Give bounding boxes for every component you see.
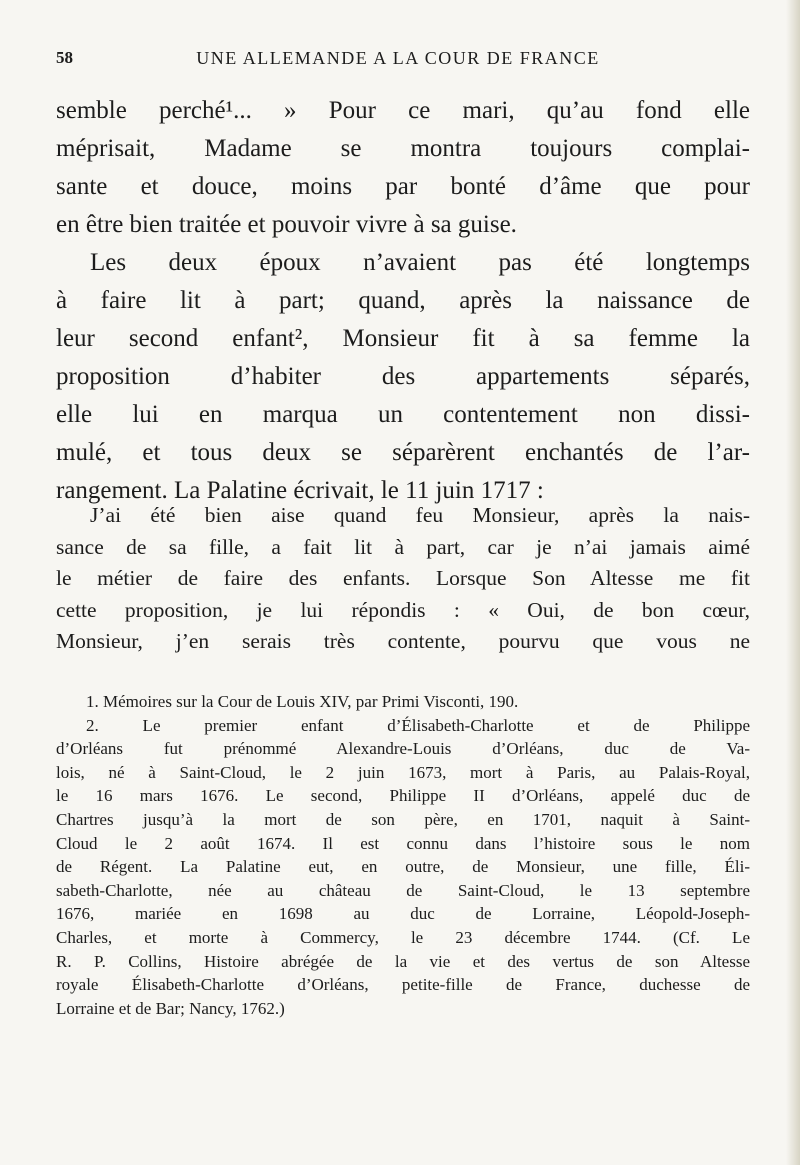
footnote-line: 1. Mémoires sur la Cour de Louis XIV, par Primi Visconti, 190. xyxy=(86,692,519,711)
text-line: à faire lit à part; quand, après la naissance de xyxy=(56,287,750,314)
text-line: Les deux époux n’avaient pas été longtemps xyxy=(90,249,750,276)
footnote-line: royale Élisabeth-Charlotte d’Orléans, petite-fille de France, duchesse de xyxy=(56,975,750,995)
text-line: leur second enfant², Monsieur fit à sa femme la xyxy=(56,325,750,352)
text-line: méprisait, Madame se montra toujours complai- xyxy=(56,135,750,162)
text-line: rangement. La Palatine écrivait, le 11 juin 1717 : xyxy=(56,477,544,504)
footnote-line: le 16 mars 1676. Le second, Philippe II d’Orléans, appelé duc de xyxy=(56,786,750,806)
footnote-line: de Régent. La Palatine eut, en outre, de Monsieur, une fille, Éli- xyxy=(56,857,750,877)
footnote-line: sabeth-Charlotte, née au château de Saint-Cloud, le 13 septembre xyxy=(56,880,750,900)
quote-line: cette proposition, je lui répondis : « Oui, de bon cœur, xyxy=(56,597,750,622)
footnote-line: Lorraine et de Bar; Nancy, 1762.) xyxy=(56,998,285,1018)
page-edge-shadow xyxy=(786,0,800,1165)
footnotes xyxy=(56,690,750,1020)
footnote-line: 1676, mariée en 1698 au duc de Lorraine, Léopold-Joseph- xyxy=(56,904,750,924)
text-line: mulé, et tous deux se séparèrent enchantés de l’ar- xyxy=(56,439,750,466)
page-number: 58 xyxy=(56,48,73,67)
footnote-line: Charles, et morte à Commercy, le 23 décembre 1744. (Cf. Le xyxy=(56,927,750,947)
text-line: elle lui en marqua un contentement non dissi- xyxy=(56,401,750,428)
footnote-line: d’Orléans fut prénommé Alexandre-Louis d’Orléans, duc de Va- xyxy=(56,739,750,759)
quote-line: le métier de faire des enfants. Lorsque Son Altesse me fit xyxy=(56,566,750,590)
quote-line: Monsieur, j’en serais très contente, pourvu que vous ne xyxy=(56,629,750,653)
footnote-line: Chartres jusqu’à la mort de son père, en 1701, naquit à Saint- xyxy=(56,809,750,829)
text-line: proposition d’habiter des appartements séparés, xyxy=(56,363,750,390)
footnote-line: 2. Le premier enfant d’Élisabeth-Charlotte et de Philippe xyxy=(86,715,750,735)
quoted-letter xyxy=(56,500,750,658)
text-line: sante et douce, moins par bonté d’âme que pour xyxy=(56,173,750,200)
footnote-line: lois, né à Saint-Cloud, le 2 juin 1673, mort à Paris, au Palais-Royal, xyxy=(56,762,750,782)
running-head xyxy=(56,48,740,72)
running-title: UNE ALLEMANDE A LA COUR DE FRANCE xyxy=(196,48,600,68)
quote-line: J’ai été bien aise quand feu Monsieur, après la nais- xyxy=(90,503,750,527)
text-line: en être bien traitée et pouvoir vivre à sa guise. xyxy=(56,211,517,238)
main-text xyxy=(56,92,750,510)
footnote-line: Cloud le 2 août 1674. Il est connu dans l’histoire sous le nom xyxy=(56,833,750,853)
footnote-line: R. P. Collins, Histoire abrégée de la vie et des vertus de son Altesse xyxy=(56,951,750,971)
text-line: semble perché¹... » Pour ce mari, qu’au fond elle xyxy=(56,97,750,124)
quote-line: sance de sa fille, a fait lit à part, car je n’ai jamais aimé xyxy=(56,534,750,559)
